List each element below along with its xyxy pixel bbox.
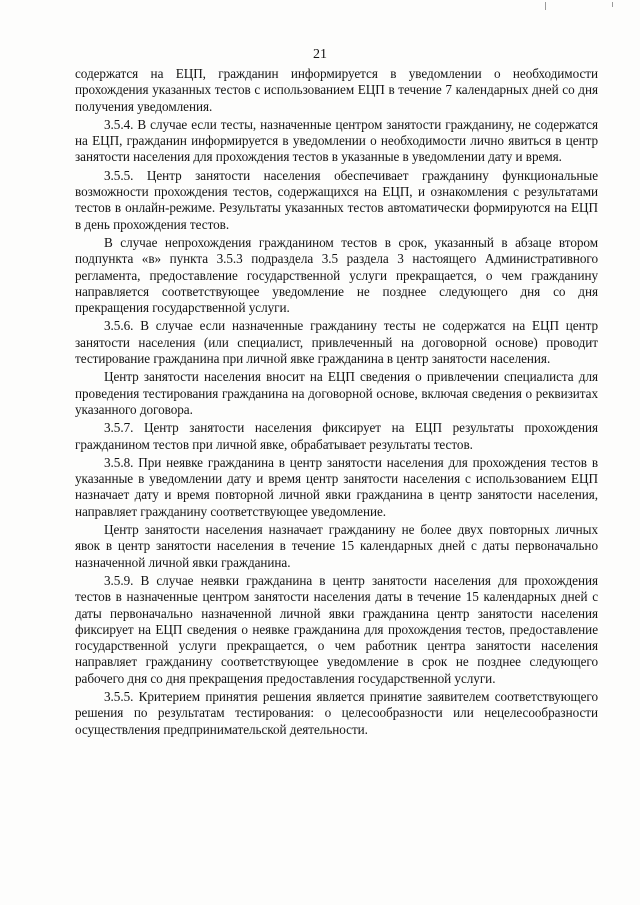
scan-artifact <box>545 2 546 10</box>
paragraph-3-5-6: 3.5.6. В случае если назначенные гражданину тесты не содержатся на ЕЦП центр занятости населения (или специалист, привлеченный на договорной основе) проводит тестирование гражданина при личной явке гражданина в центр занятости населения. <box>75 318 598 367</box>
paragraph-3-5-5: 3.5.5. Центр занятости населения обеспечивает гражданину функциональные возможности прохождения тестов, содержащихся на ЕЦП, и ознакомления с результатами тестов в онлайн-режиме. Результаты указанных тестов автоматически формируются на ЕЦП в день прохождения тестов. <box>75 167 598 232</box>
paragraph-3-5-9: 3.5.9. В случае неявки гражданина в центр занятости населения для прохождения тестов в назначенные центром занятости населения даты в течение 15 календарных дней с даты первоначально назначенной личной явки гражданина центр занятости населения фиксирует на ЕЦП сведения о неявке гражданина для прохождения тестов, предоставление государственной услуги прекращается, о чем работник центра занятости населения направляет гражданину соответствующее уведомление в срок не позднее следующего рабочего дня со дня прекращения предоставления государственной услуги. <box>75 572 598 686</box>
page-number: 21 <box>313 47 327 62</box>
paragraph-continuation: содержатся на ЕЦП, гражданин информируется в уведомлении о необходимости прохождения указанных тестов с использованием ЕЦП в течение 7 календарных дней со дня получения уведомления. <box>75 66 598 114</box>
paragraph-3-5-8: 3.5.8. При неявке гражданина в центр занятости населения для прохождения тестов в указанные в уведомлении дату и время центр занятости населения с использованием ЕЦП назначает дату и время повторной личной явки гражданина в центр занятости населения, направляет гражданину соответствующее уведомление. <box>75 454 598 519</box>
paragraph-3-5-4: 3.5.4. В случае если тесты, назначенные центром занятости гражданину, не содержатся на ЕЦП, гражданин информируется в уведомлении о необходимости лично явиться в центр занятости населения для прохождения тестов в указанные в уведомлении дату и время. <box>75 116 598 165</box>
paragraph-decision-criterion: 3.5.5. Критерием принятия решения является принятие заявителем соответствующего решения по результатам тестирования: о целесообразности или нецелесообразности осуществления предпринимательской деятельности. <box>75 688 598 737</box>
document-body <box>75 66 598 740</box>
paragraph-3-5-7: 3.5.7. Центр занятости населения фиксирует на ЕЦП результаты прохождения гражданином тестов при личной явке, обрабатывает результаты тестов. <box>75 420 598 452</box>
paragraph-repeat-visits: Центр занятости населения назначает гражданину не более двух повторных личных явок в центр занятости населения в течение 15 календарных дней с даты первоначально назначенной личной явки гражданина. <box>75 522 598 570</box>
paragraph-specialist-info: Центр занятости населения вносит на ЕЦП сведения о привлечении специалиста для проведения тестирования гражданина на договорной основе, включая сведения о реквизитах указанного договора. <box>75 369 598 417</box>
paragraph-non-completion: В случае непрохождения гражданином тестов в срок, указанный в абзаце втором подпункта «в» пункта 3.5.3 подраздела 3.5 раздела 3 настоящего Административного регламента, предоставление государственной услуги прекращается, о чем гражданину направляется соответствующее уведомление не позднее следующего дня со дня прекращения государственной услуги. <box>75 234 598 316</box>
scan-artifact <box>612 2 613 7</box>
